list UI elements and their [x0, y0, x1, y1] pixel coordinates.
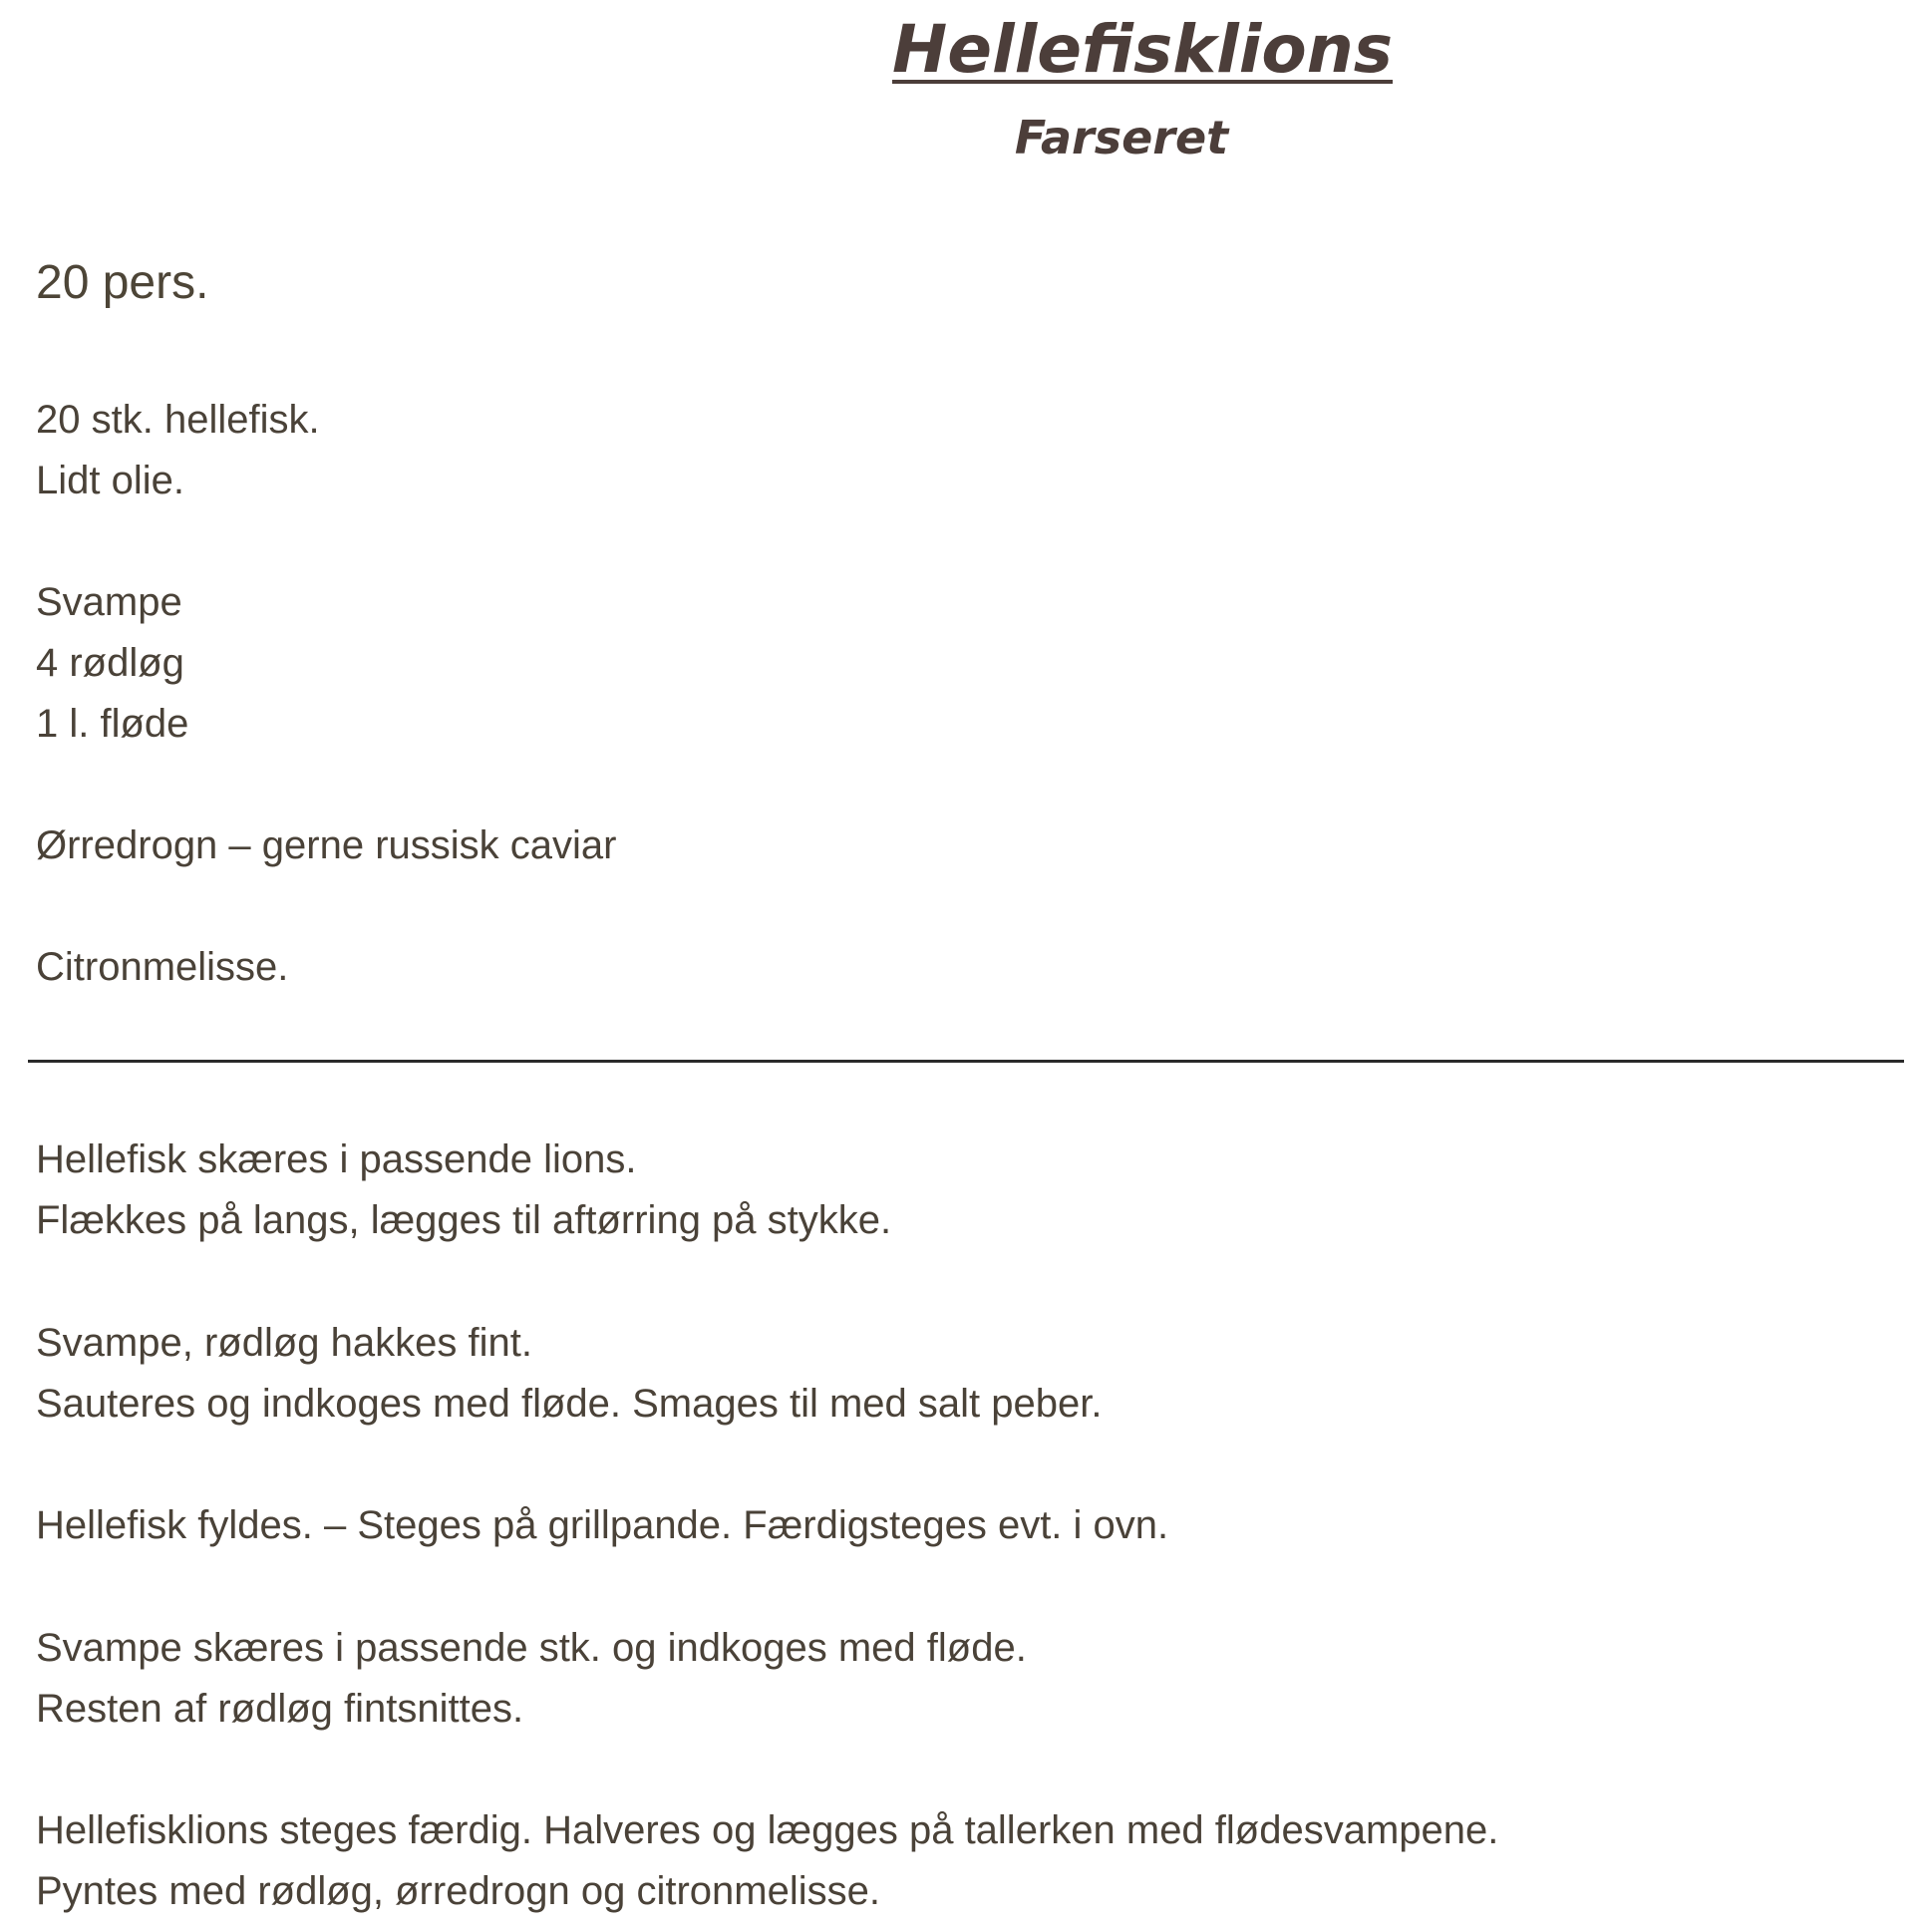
- instruction-line: Hellefisklions steges færdig. Halveres og lægges på tallerken med flødesvampene.: [36, 1808, 1499, 1852]
- ingredient-item: 1 l. fløde: [36, 702, 189, 746]
- ingredient-item: Lidt olie.: [36, 459, 184, 502]
- ingredient-item: Citronmelisse.: [36, 945, 289, 989]
- instruction-line: Svampe, rødløg hakkes fint.: [36, 1321, 532, 1365]
- recipe-subtitle: Farseret: [1014, 111, 1229, 164]
- recipe-title: Hellefisklions: [892, 11, 1393, 88]
- ingredient-item: Ørredrogn – gerne russisk caviar: [36, 823, 617, 867]
- instruction-line: Flækkes på langs, lægges til aftørring på stykke.: [36, 1198, 892, 1242]
- instruction-line: Resten af rødløg fintsnittes.: [36, 1687, 524, 1731]
- instruction-line: Svampe skæres i passende stk. og indkoges med fløde.: [36, 1626, 1027, 1670]
- servings-text: 20 pers.: [36, 256, 209, 309]
- instruction-line: Sauteres og indkoges med fløde. Smages til med salt peber.: [36, 1382, 1103, 1426]
- instruction-line: Hellefisk fyldes. – Steges på grillpande. Færdigsteges evt. i ovn.: [36, 1503, 1169, 1547]
- instruction-line: Hellefisk skæres i passende lions.: [36, 1137, 637, 1181]
- ingredient-item: 20 stk. hellefisk.: [36, 398, 320, 442]
- section-divider: [28, 1060, 1904, 1063]
- ingredient-item: Svampe: [36, 580, 182, 624]
- ingredient-item: 4 rødløg: [36, 641, 184, 685]
- instruction-line: Pyntes med rødløg, ørredrogn og citronmelisse.: [36, 1869, 880, 1913]
